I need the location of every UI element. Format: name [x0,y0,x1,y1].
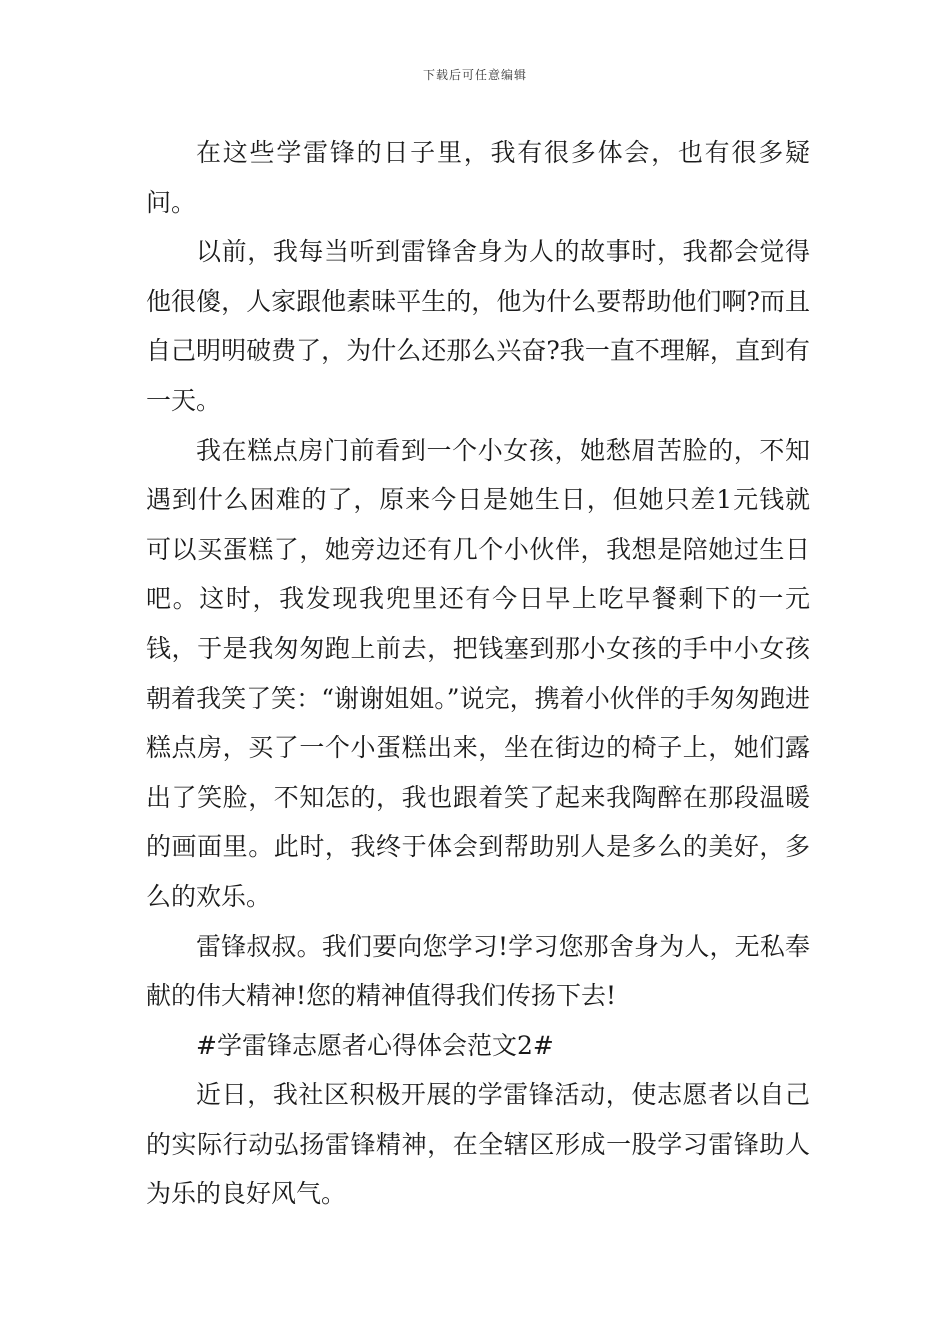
section-heading: #学雷锋志愿者心得体会范文2# [196,1030,554,1060]
paragraph: 近日，我社区积极开展的学雷锋活动，使志愿者以自己的实际行动弘扬雷锋精神，在全辖区形成一股学习雷锋助人为乐的良好风气。 [146,1080,810,1209]
paragraph: 以前，我每当听到雷锋舍身为人的故事时，我都会觉得他很傻，人家跟他素昧平生的，他为什么要帮助他们啊?而且自己明明破费了，为什么还那么兴奋?我一直不理解，直到有一天。 [146,237,810,415]
paragraph: 我在糕点房门前看到一个小女孩，她愁眉苦脸的，不知遇到什么困难的了，原来今日是她生日，但她只差1元钱就可以买蛋糕了，她旁边还有几个小伙伴，我想是陪她过生日吧。这时，我发现我兜里还有今日早上吃早餐剩下的一元钱，于是我匆匆跑上前去，把钱塞到那小女孩的手中小女孩朝着我笑了笑：“谢谢姐姐。”说完，携着小伙伴的手匆匆跑进糕点房，买了一个小蛋糕出来，坐在街边的椅子上，她们露出了笑脸，不知怎的，我也跟着笑了起来我陶醉在那段温暖的画面里。此时，我终于体会到帮助别人是多么的美好，多么的欢乐。 [146,435,810,911]
paragraph: 雷锋叔叔。我们要向您学习!学习您那舍身为人，无私奉献的伟大精神!您的精神值得我们传扬下去! [146,931,810,1011]
page-header-note: 下载后可任意编辑 [422,68,527,82]
paragraph: 在这些学雷锋的日子里，我有很多体会，也有很多疑问。 [146,138,810,217]
document-body [146,128,810,1219]
